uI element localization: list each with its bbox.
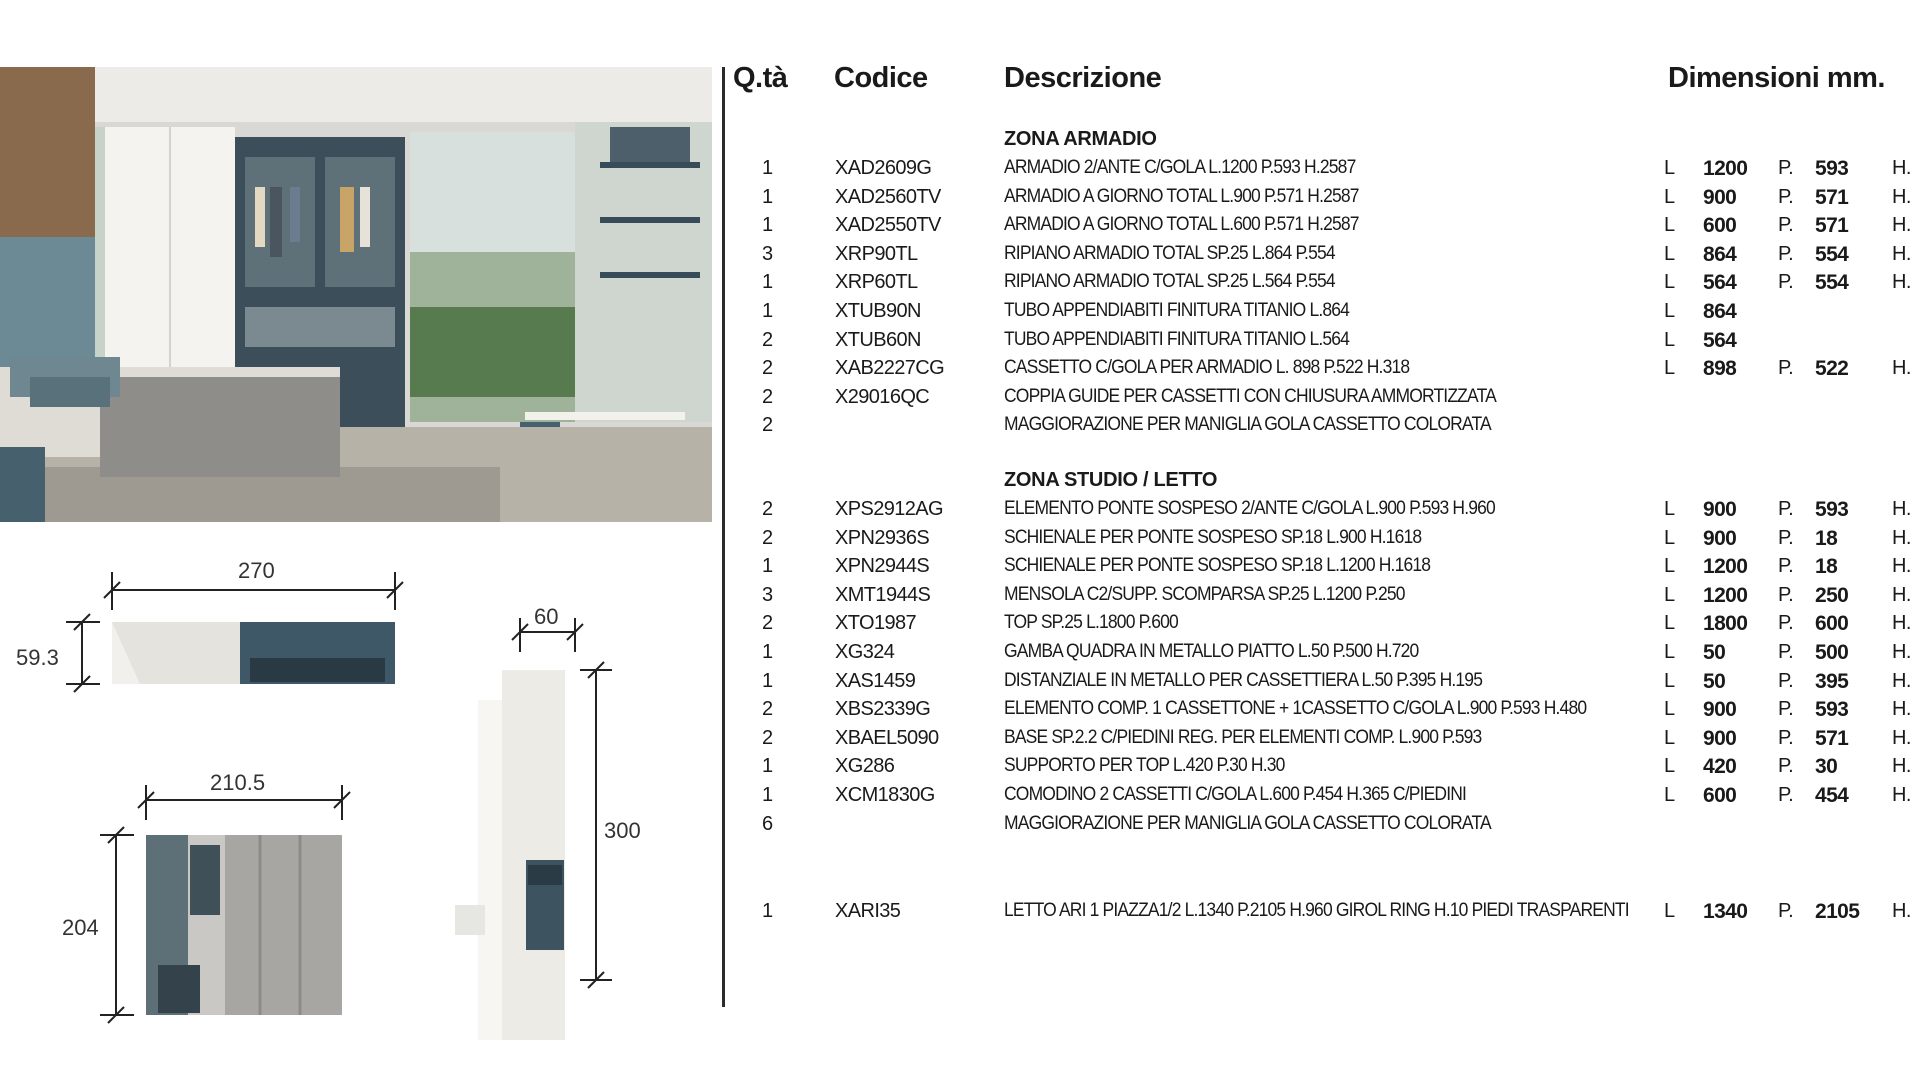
- qty-cell: 2: [762, 526, 773, 549]
- depth-value: 571: [1815, 726, 1849, 750]
- header-code: Codice: [834, 62, 928, 94]
- depth-prefix: P.: [1778, 214, 1794, 237]
- room-photo-illustration: [0, 67, 712, 522]
- depth-prefix: P.: [1778, 185, 1794, 208]
- description-cell: RIPIANO ARMADIO TOTAL SP.25 L.864 P.554: [1004, 242, 1335, 264]
- depth-prefix: P.: [1778, 669, 1794, 692]
- depth-prefix: P.: [1778, 555, 1794, 578]
- height-prefix: H.: [1892, 185, 1911, 208]
- table-row: [728, 414, 1920, 442]
- bed-depth-label: 204: [62, 915, 99, 940]
- qty-cell: 1: [762, 900, 773, 922]
- depth-prefix: P.: [1778, 242, 1794, 265]
- description-cell: GAMBA QUADRA IN METALLO PIATTO L.50 P.500 H.720: [1004, 641, 1419, 662]
- depth-value: 571: [1815, 185, 1849, 209]
- length-prefix: L: [1664, 185, 1675, 208]
- height-prefix: H.: [1892, 641, 1911, 663]
- wardrobe-width-label: 270: [238, 558, 275, 583]
- description-cell: LETTO ARI 1 PIAZZA1/2 L.1340 P.2105 H.960 GIROL RING H.10 PIEDI TRASPARENTI: [1004, 900, 1629, 921]
- depth-value: 18: [1815, 526, 1838, 550]
- code-cell: XRP60TL: [835, 271, 918, 294]
- table-row: [728, 612, 1920, 640]
- depth-value: 500: [1815, 641, 1849, 664]
- left-panel: [0, 0, 720, 1080]
- depth-value: 395: [1815, 669, 1849, 693]
- code-cell: XBS2339G: [835, 698, 931, 721]
- table-row: [728, 300, 1920, 328]
- description-cell: DISTANZIALE IN METALLO PER CASSETTIERA L.50 P.395 H.195: [1004, 669, 1483, 691]
- description-cell: MAGGIORAZIONE PER MANIGLIA GOLA CASSETTO COLORATA: [1004, 812, 1491, 834]
- table-row: [728, 329, 1920, 357]
- table-row: [728, 641, 1920, 669]
- qty-cell: 2: [762, 698, 773, 721]
- length-value: 900: [1703, 526, 1737, 550]
- description-cell: ARMADIO A GIORNO TOTAL L.900 P.571 H.2587: [1004, 185, 1359, 207]
- depth-value: 454: [1815, 784, 1849, 807]
- length-prefix: L: [1664, 498, 1675, 520]
- description-cell: COPPIA GUIDE PER CASSETTI CON CHIUSURA AMMORTIZZATA: [1004, 385, 1496, 407]
- height-prefix: H.: [1892, 498, 1911, 520]
- code-cell: XAD2550TV: [835, 214, 941, 237]
- table-row: [728, 900, 1920, 928]
- qty-cell: 1: [762, 641, 773, 663]
- code-cell: XAB2227CG: [835, 357, 945, 380]
- length-value: 900: [1703, 726, 1737, 750]
- desk-plan: [455, 618, 612, 1040]
- height-prefix: H.: [1892, 357, 1911, 380]
- length-value: 564: [1703, 271, 1737, 295]
- depth-prefix: P.: [1778, 612, 1794, 635]
- length-prefix: L: [1664, 300, 1675, 322]
- length-prefix: L: [1664, 669, 1675, 692]
- table-row: [728, 755, 1920, 783]
- length-value: 600: [1703, 214, 1737, 238]
- table-row: [728, 698, 1920, 726]
- code-cell: XTO1987: [835, 612, 917, 635]
- table-row: [728, 386, 1920, 414]
- table-row: [728, 584, 1920, 612]
- desk-depth-label: 60: [534, 604, 559, 629]
- length-prefix: L: [1664, 726, 1675, 749]
- table-row: [728, 357, 1920, 385]
- length-value: 1200: [1703, 583, 1748, 607]
- height-prefix: H.: [1892, 242, 1911, 265]
- depth-prefix: P.: [1778, 698, 1794, 721]
- table-row: [728, 214, 1920, 242]
- section-title: ZONA STUDIO / LETTO: [1004, 469, 1218, 491]
- length-prefix: L: [1664, 755, 1675, 778]
- code-cell: XPN2936S: [835, 526, 930, 549]
- depth-prefix: P.: [1778, 583, 1794, 606]
- table-row: [728, 784, 1920, 812]
- desk-length-label: 300: [604, 818, 641, 843]
- description-cell: CASSETTO C/GOLA PER ARMADIO L. 898 P.522 H.318: [1004, 357, 1410, 379]
- height-prefix: H.: [1892, 900, 1911, 922]
- depth-prefix: P.: [1778, 357, 1794, 380]
- description-cell: TUBO APPENDIABITI FINITURA TITANIO L.564: [1004, 328, 1350, 350]
- depth-prefix: P.: [1778, 784, 1794, 806]
- length-value: 50: [1703, 669, 1726, 693]
- code-cell: X29016QC: [835, 385, 930, 408]
- wardrobe-depth-label: 59.3: [16, 645, 59, 670]
- table-row: [728, 271, 1920, 299]
- length-prefix: L: [1664, 641, 1675, 663]
- depth-prefix: P.: [1778, 726, 1794, 749]
- column-divider: [722, 67, 725, 1007]
- qty-cell: 1: [762, 271, 773, 294]
- depth-prefix: P.: [1778, 157, 1794, 179]
- qty-cell: 1: [762, 214, 773, 237]
- code-cell: XPS2912AG: [835, 498, 944, 520]
- bed-plan: [100, 785, 350, 1023]
- qty-cell: 1: [762, 784, 773, 806]
- description-cell: MENSOLA C2/SUPP. SCOMPARSA SP.25 L.1200 P.250: [1004, 583, 1405, 605]
- qty-cell: 2: [762, 726, 773, 749]
- length-prefix: L: [1664, 555, 1675, 578]
- length-value: 1200: [1703, 157, 1748, 180]
- table-row: [728, 727, 1920, 755]
- qty-cell: 2: [762, 357, 773, 380]
- section-title: ZONA ARMADIO: [1004, 128, 1157, 150]
- qty-cell: 3: [762, 583, 773, 606]
- code-cell: XAS1459: [835, 669, 916, 692]
- description-cell: BASE SP.2.2 C/PIEDINI REG. PER ELEMENTI COMP. L.900 P.593: [1004, 726, 1482, 748]
- table-row: [728, 670, 1920, 698]
- depth-value: 593: [1815, 698, 1849, 722]
- height-prefix: H.: [1892, 583, 1911, 606]
- description-cell: SCHIENALE PER PONTE SOSPESO SP.18 L.1200 H.1618: [1004, 555, 1431, 577]
- bed-width-label: 210.5: [210, 770, 266, 795]
- table-row: [728, 186, 1920, 214]
- table-row: [728, 813, 1920, 841]
- length-value: 564: [1703, 328, 1737, 352]
- height-prefix: H.: [1892, 698, 1911, 721]
- code-cell: XMT1944S: [835, 583, 931, 606]
- length-value: 900: [1703, 498, 1737, 521]
- length-prefix: L: [1664, 784, 1675, 806]
- code-cell: XRP90TL: [835, 242, 918, 265]
- description-cell: SCHIENALE PER PONTE SOSPESO SP.18 L.900 H.1618: [1004, 526, 1422, 548]
- description-cell: COMODINO 2 CASSETTI C/GOLA L.600 P.454 H.365 C/PIEDINI: [1004, 784, 1467, 805]
- length-prefix: L: [1664, 357, 1675, 380]
- depth-prefix: P.: [1778, 900, 1794, 922]
- code-cell: XPN2944S: [835, 555, 930, 578]
- length-prefix: L: [1664, 271, 1675, 294]
- length-value: 1340: [1703, 900, 1748, 923]
- length-value: 420: [1703, 755, 1737, 779]
- code-cell: XAD2560TV: [835, 185, 941, 208]
- header-dimensions: Dimensioni mm.: [1668, 62, 1885, 94]
- qty-cell: 2: [762, 612, 773, 635]
- table-row: [728, 243, 1920, 271]
- length-value: 864: [1703, 242, 1737, 266]
- length-value: 1200: [1703, 555, 1748, 579]
- height-prefix: H.: [1892, 271, 1911, 294]
- table-row: [728, 498, 1920, 526]
- depth-value: 554: [1815, 271, 1849, 295]
- length-prefix: L: [1664, 698, 1675, 721]
- qty-cell: 1: [762, 669, 773, 692]
- description-cell: ARMADIO A GIORNO TOTAL L.600 P.571 H.2587: [1004, 214, 1359, 236]
- qty-cell: 2: [762, 414, 773, 437]
- qty-cell: 6: [762, 812, 773, 835]
- plan-drawings: [0, 560, 720, 1040]
- description-cell: TOP SP.25 L.1800 P.600: [1004, 612, 1178, 634]
- height-prefix: H.: [1892, 726, 1911, 749]
- code-cell: XBAEL5090: [835, 726, 939, 749]
- height-prefix: H.: [1892, 526, 1911, 549]
- length-value: 900: [1703, 185, 1737, 209]
- length-prefix: L: [1664, 157, 1675, 179]
- header-qty: Q.tà: [733, 62, 788, 94]
- code-cell: XTUB60N: [835, 328, 921, 351]
- depth-prefix: P.: [1778, 641, 1794, 663]
- qty-cell: 1: [762, 300, 773, 322]
- table-row: [728, 157, 1920, 185]
- qty-cell: 1: [762, 185, 773, 208]
- description-cell: ELEMENTO PONTE SOSPESO 2/ANTE C/GOLA L.900 P.593 H.960: [1004, 498, 1495, 519]
- depth-value: 30: [1815, 755, 1838, 779]
- description-cell: ARMADIO 2/ANTE C/GOLA L.1200 P.593 H.2587: [1004, 157, 1356, 178]
- code-cell: XARI35: [835, 900, 901, 922]
- depth-value: 250: [1815, 583, 1849, 607]
- description-cell: RIPIANO ARMADIO TOTAL SP.25 L.564 P.554: [1004, 271, 1335, 293]
- code-cell: XTUB90N: [835, 300, 921, 322]
- depth-prefix: P.: [1778, 526, 1794, 549]
- qty-cell: 1: [762, 755, 773, 778]
- depth-value: 593: [1815, 498, 1849, 521]
- depth-value: 600: [1815, 612, 1849, 636]
- length-value: 900: [1703, 698, 1737, 722]
- height-prefix: H.: [1892, 555, 1911, 578]
- height-prefix: H.: [1892, 612, 1911, 635]
- qty-cell: 2: [762, 498, 773, 520]
- code-cell: XG324: [835, 641, 895, 663]
- code-cell: XG286: [835, 755, 895, 778]
- qty-cell: 2: [762, 328, 773, 351]
- description-cell: TUBO APPENDIABITI FINITURA TITANIO L.864: [1004, 300, 1350, 321]
- length-value: 600: [1703, 784, 1737, 807]
- qty-cell: 2: [762, 385, 773, 408]
- qty-cell: 1: [762, 555, 773, 578]
- table-row: [728, 555, 1920, 583]
- header-description: Descrizione: [1004, 62, 1162, 94]
- wardrobe-plan: [66, 572, 403, 692]
- length-prefix: L: [1664, 214, 1675, 237]
- depth-value: 554: [1815, 242, 1849, 266]
- description-cell: MAGGIORAZIONE PER MANIGLIA GOLA CASSETTO COLORATA: [1004, 414, 1491, 436]
- length-value: 1800: [1703, 612, 1748, 636]
- depth-prefix: P.: [1778, 498, 1794, 520]
- length-value: 50: [1703, 641, 1726, 664]
- depth-value: 571: [1815, 214, 1849, 238]
- length-prefix: L: [1664, 612, 1675, 635]
- description-cell: SUPPORTO PER TOP L.420 P.30 H.30: [1004, 755, 1285, 777]
- depth-value: 522: [1815, 357, 1849, 381]
- length-prefix: L: [1664, 328, 1675, 351]
- code-cell: XCM1830G: [835, 784, 935, 806]
- depth-value: 2105: [1815, 900, 1860, 923]
- depth-prefix: P.: [1778, 271, 1794, 294]
- depth-value: 18: [1815, 555, 1838, 579]
- length-prefix: L: [1664, 583, 1675, 606]
- length-prefix: L: [1664, 526, 1675, 549]
- depth-prefix: P.: [1778, 755, 1794, 778]
- depth-value: 593: [1815, 157, 1849, 180]
- length-value: 864: [1703, 300, 1737, 323]
- length-prefix: L: [1664, 242, 1675, 265]
- height-prefix: H.: [1892, 669, 1911, 692]
- height-prefix: H.: [1892, 755, 1911, 778]
- height-prefix: H.: [1892, 157, 1911, 179]
- parts-table: [728, 0, 1920, 1080]
- table-row: [728, 527, 1920, 555]
- description-cell: ELEMENTO COMP. 1 CASSETTONE + 1CASSETTO C/GOLA L.900 P.593 H.480: [1004, 698, 1587, 720]
- qty-cell: 1: [762, 157, 773, 179]
- length-value: 898: [1703, 357, 1737, 381]
- room-photo: [0, 67, 712, 522]
- height-prefix: H.: [1892, 214, 1911, 237]
- height-prefix: H.: [1892, 784, 1911, 806]
- qty-cell: 3: [762, 242, 773, 265]
- code-cell: XAD2609G: [835, 157, 932, 179]
- length-prefix: L: [1664, 900, 1675, 922]
